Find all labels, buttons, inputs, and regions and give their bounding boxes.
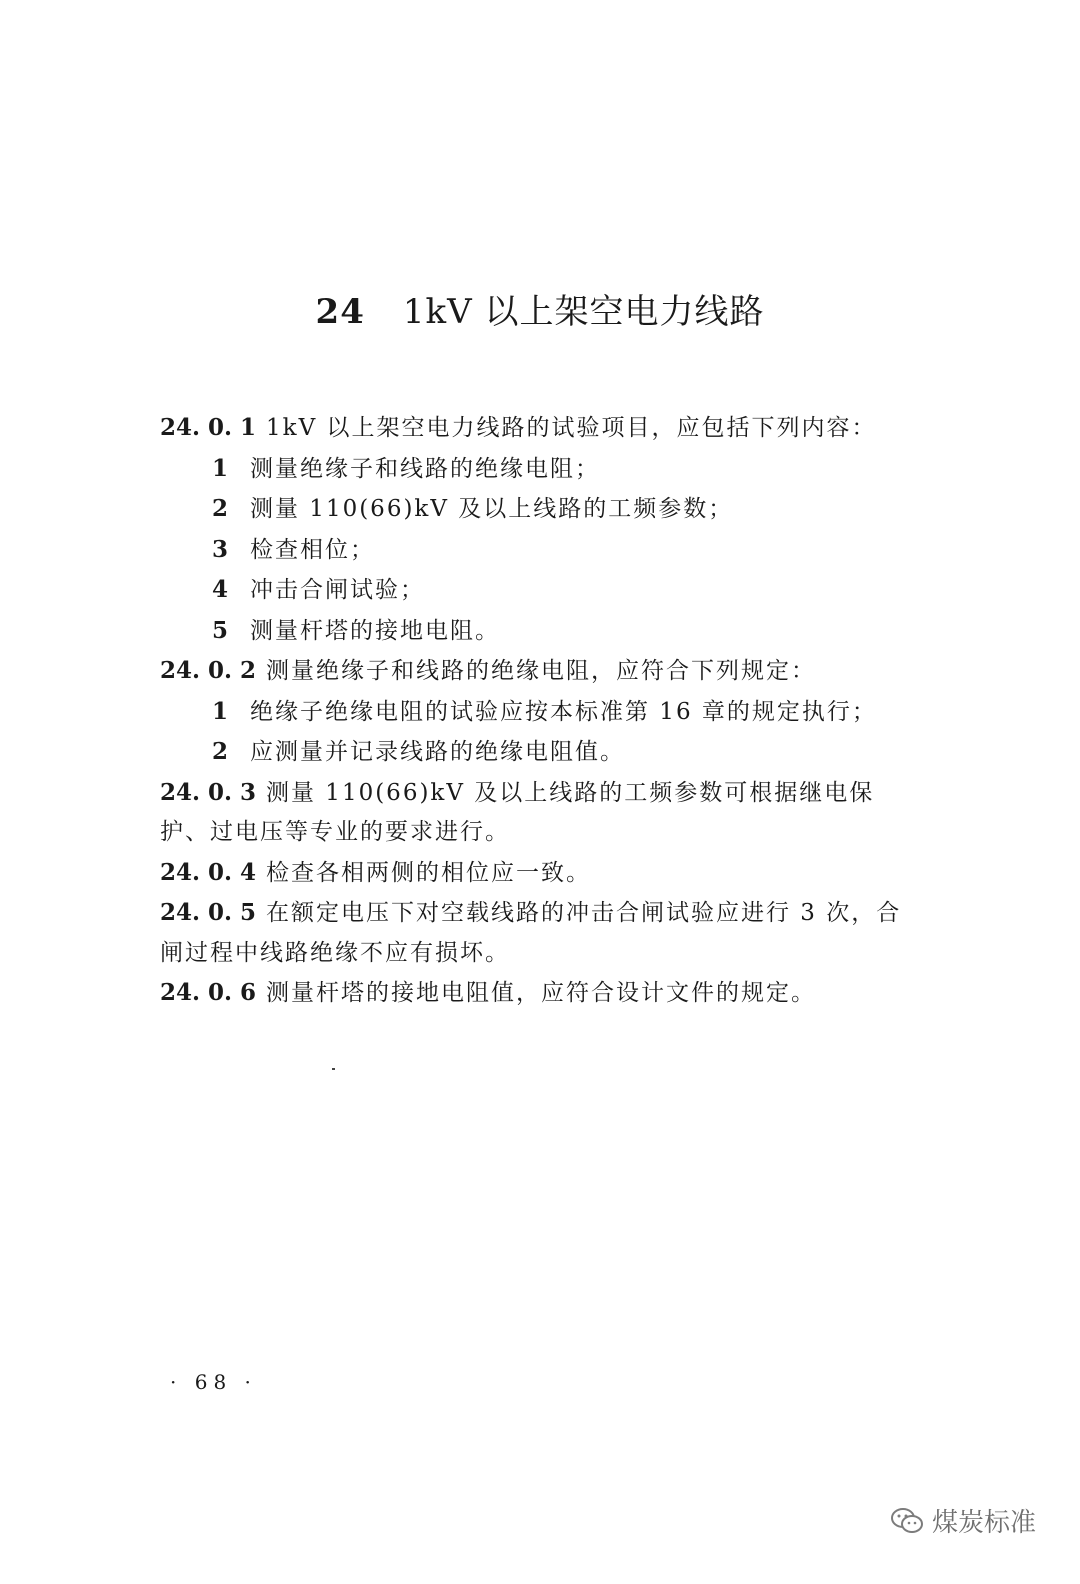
- item-text: 检查相位；: [250, 536, 375, 563]
- clause-text: 在额定电压下对空载线路的冲击合闸试验应进行 3 次，合闸过程中线路绝缘不应有损坏。: [160, 900, 902, 966]
- wechat-icon: [890, 1506, 924, 1536]
- scan-speck: [332, 1068, 335, 1070]
- clause-text: 检查各相两侧的相位应一致。: [266, 859, 591, 886]
- item-text: 应测量并记录线路的绝缘电阻值。: [250, 739, 625, 765]
- list-item: [160, 692, 920, 733]
- clause-text: 1kV 以上架空电力线路的试验项目，应包括下列内容：: [266, 415, 877, 441]
- watermark: [890, 1502, 1036, 1539]
- clause-24-0-2: [160, 651, 920, 692]
- item-number: 1: [212, 697, 229, 725]
- clauses-body: [160, 408, 920, 1014]
- list-item: [160, 611, 920, 652]
- list-item: [160, 732, 920, 773]
- item-number: 2: [212, 738, 229, 765]
- watermark-text: 煤炭标准: [931, 1508, 1036, 1538]
- page-number: · 68 ·: [170, 1370, 257, 1394]
- item-text: 冲击合闸试验；: [250, 577, 425, 603]
- clause-number: 24. 0. 4: [160, 858, 257, 886]
- item-text: 测量绝缘子和线路的绝缘电阻；: [250, 455, 600, 482]
- item-number: 4: [212, 576, 229, 603]
- item-text: 绝缘子绝缘电阻的试验应按本标准第 16 章的规定执行；: [250, 698, 877, 725]
- list-item: [160, 489, 920, 530]
- item-text: 测量 110(66)kV 及以上线路的工频参数；: [250, 496, 734, 522]
- clause-number: 24. 0. 2: [160, 657, 257, 684]
- clause-24-0-4: [160, 853, 920, 894]
- clause-number: 24. 0. 5: [160, 899, 257, 926]
- clause-text: 测量绝缘子和线路的绝缘电阻，应符合下列规定：: [266, 658, 816, 684]
- chapter-number: 24: [315, 292, 365, 332]
- clause-24-0-3: [160, 773, 920, 853]
- chapter-title: [0, 284, 1080, 333]
- chapter-title-text: 1kV 以上架空电力线路: [402, 292, 765, 332]
- list-item: [160, 449, 920, 490]
- list-item: [160, 570, 920, 611]
- clause-24-0-6: [160, 973, 920, 1014]
- item-text: 测量杆塔的接地电阻。: [250, 617, 500, 644]
- item-number: 2: [212, 495, 229, 522]
- list-item: [160, 530, 920, 571]
- item-number: 5: [212, 616, 229, 644]
- clause-24-0-1: [160, 408, 920, 449]
- clause-number: 24. 0. 3: [160, 778, 257, 806]
- clause-text: 测量 110(66)kV 及以上线路的工频参数可根据继电保护、过电压等专业的要求进行。: [160, 779, 875, 845]
- clause-number: 24. 0. 6: [160, 979, 257, 1006]
- item-number: 1: [212, 454, 229, 482]
- item-number: 3: [212, 535, 229, 563]
- clause-24-0-5: [160, 893, 920, 973]
- clause-text: 测量杆塔的接地电阻值，应符合设计文件的规定。: [266, 980, 816, 1006]
- clause-number: 24. 0. 1: [160, 414, 257, 441]
